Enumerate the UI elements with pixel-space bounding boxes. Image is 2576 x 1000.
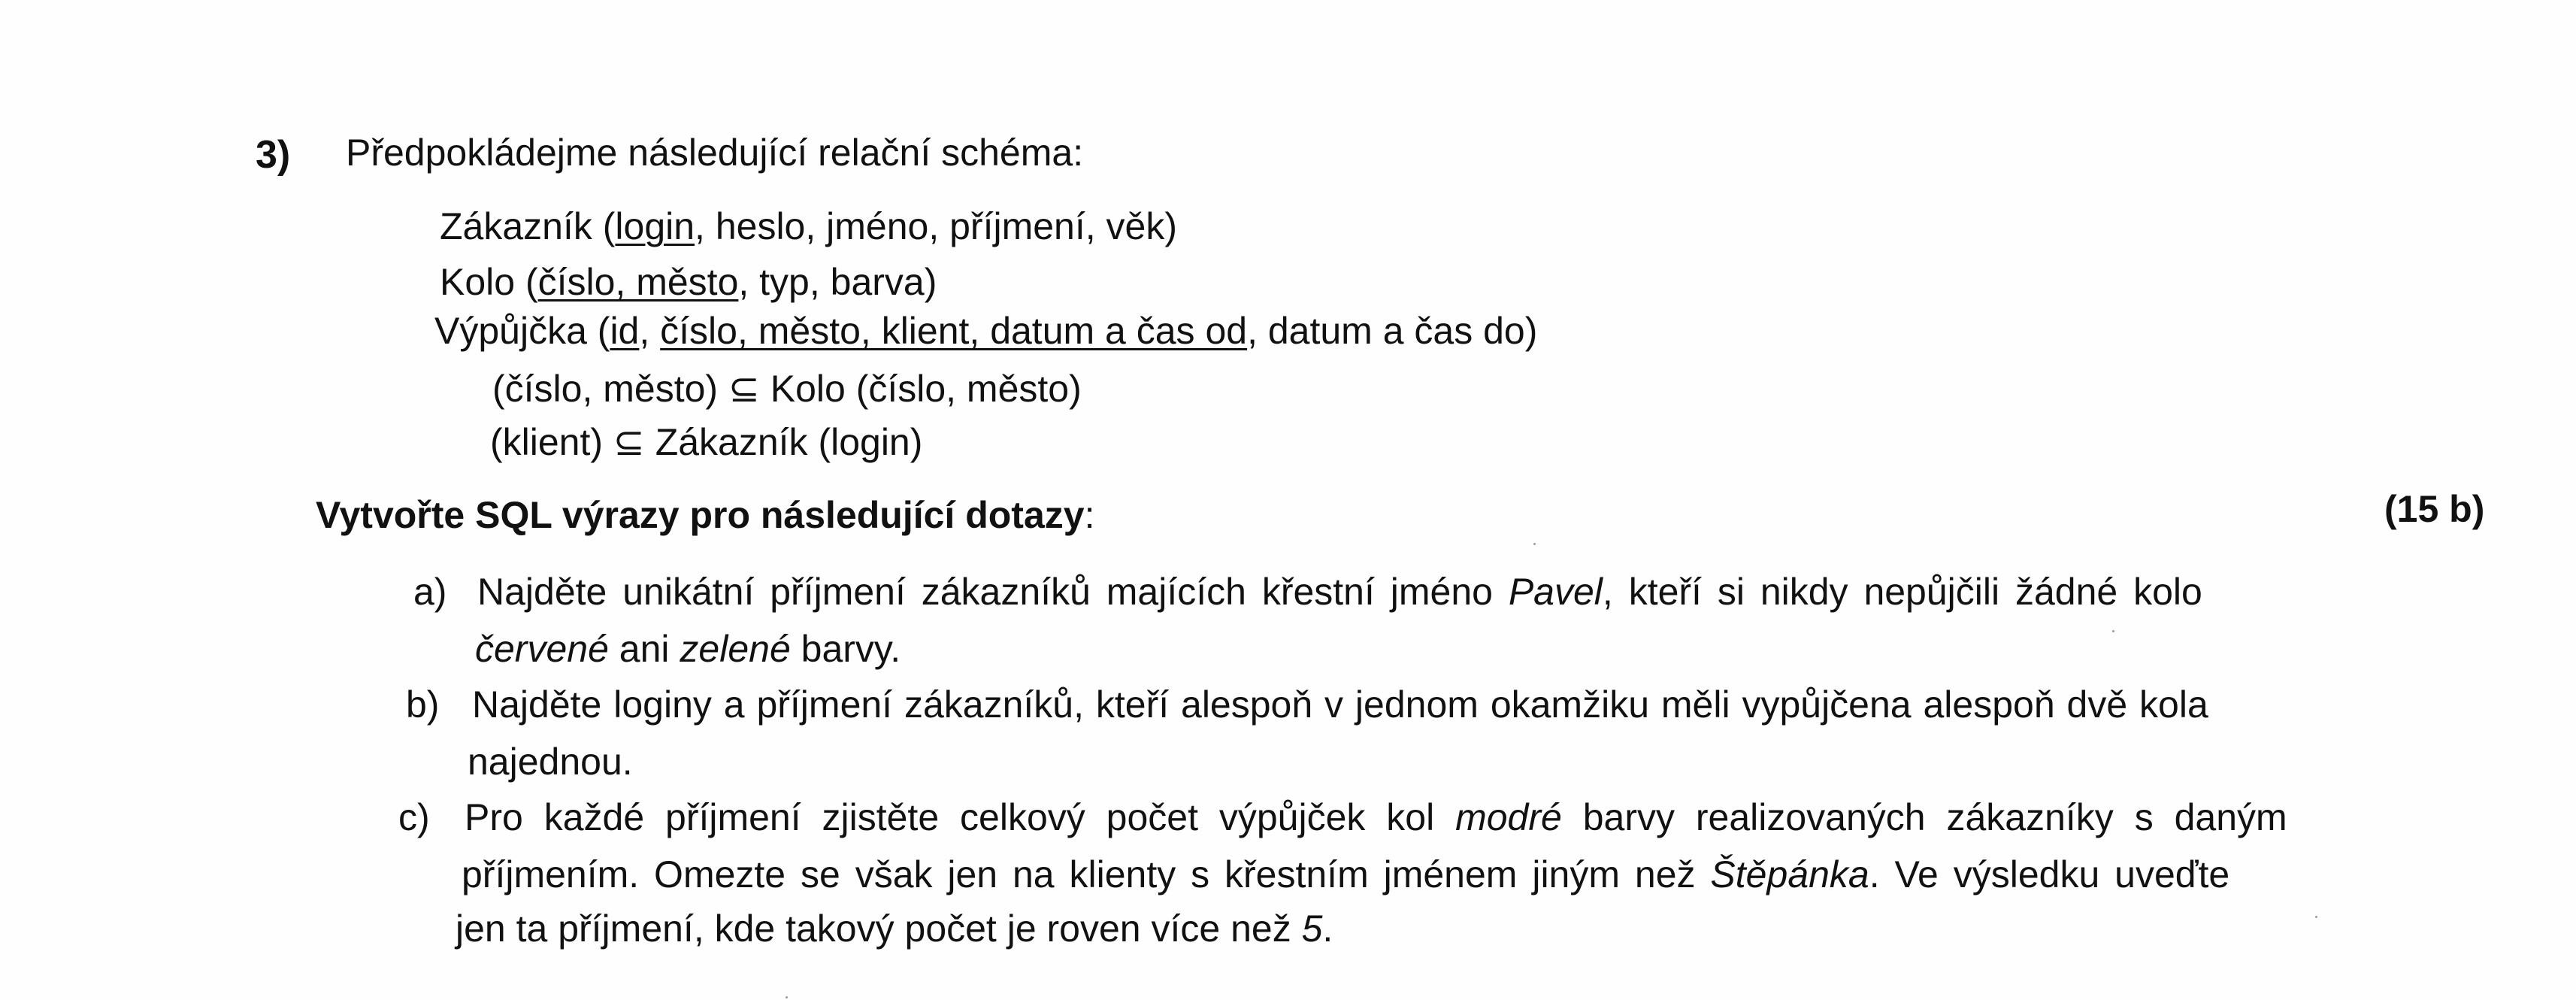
schema-zakaznik-rest: , heslo, jméno, příjmení, věk) [695,205,1177,247]
item-a-line1-em: Pavel [1508,571,1603,613]
item-a-line2-em2: zelené [680,628,791,670]
task-heading-colon: : [1084,494,1095,536]
schema-vypujcka-sep: , [639,310,661,352]
item-b-line2: najednou. [468,741,633,783]
item-a-line2-text1: ani [608,628,680,670]
schema-fk1: (číslo, město) ⊆ Kolo (číslo, město) [492,368,1082,410]
item-c-line2 [462,853,2230,895]
schema-zakaznik-key: login [615,205,695,247]
item-a-line2 [475,630,901,668]
scan-speck [786,996,788,998]
schema-kolo-rest: , typ, barva) [738,261,937,303]
schema-zakaznik [440,205,1177,247]
schema-vypujcka-rest: , datum a čas do) [1247,310,1538,352]
item-c-line1-text2: barvy realizovaných zákazníky s daným [1561,796,2287,838]
item-c-line3-em: 5 [1301,908,1323,950]
schema-kolo-key: číslo, město [537,261,739,303]
task-points: (15 b) [2384,488,2485,530]
item-a-line1-text2: , kteří si nikdy nepůjčili žádné kolo [1602,571,2202,613]
item-a-line1-text1: Najděte unikátní příjmení zákazníků majících křestní jméno [477,571,1509,613]
schema-vypujcka-key1: id [610,310,640,352]
item-c-line2-text2: . Ve výsledku uveďte [1869,853,2230,895]
task-heading [316,496,1094,534]
item-a-line1 [477,573,2529,611]
item-c-line1 [465,798,2287,836]
item-b-line1: Najděte loginy a příjmení zákazníků, kteří alespoň v jednom okamžiku měli vypůjčena alespoň dvě kola [472,683,2208,726]
item-b-marker: b) [406,683,440,726]
item-a-marker: a) [413,571,447,613]
scan-speck [1533,543,1536,545]
item-a-line2-em1: červené [475,628,609,670]
schema-vypujcka-key2: číslo, město, klient, datum a čas od [660,310,1248,352]
scan-speck [2112,630,2114,632]
schema-vypujcka-name: Výpůjčka ( [434,310,610,352]
item-c-line1-em: modré [1455,796,1562,838]
schema-fk2: (klient) ⊆ Zákazník (login) [490,421,923,463]
schema-kolo [440,263,937,301]
item-c-line2-text1: příjmením. Omezte se však jen na klienty s křestním jménem jiným než [462,853,1711,895]
item-c-line1-text1: Pro každé příjmení zjistěte celkový počet výpůjček kol [465,796,1456,838]
item-a-line2-text2: barvy. [790,628,901,670]
schema-zakaznik-name: Zákazník ( [440,205,616,247]
task-heading-text: Vytvořte SQL výrazy pro následující dotazy [316,494,1085,536]
question-intro: Předpokládejme následující relační schéma: [346,132,1084,174]
schema-kolo-name: Kolo ( [440,261,538,303]
item-c-line3-text1: jen ta příjmení, kde takový počet je roven více než [456,908,1302,950]
item-c-line2-em: Štěpánka [1710,853,1869,895]
item-c-line3-text2: . [1322,908,1333,950]
schema-vypujcka [434,312,1537,350]
question-number: 3) [256,133,291,177]
item-c-marker: c) [398,796,430,838]
item-c-line3 [456,908,1333,950]
scan-speck [2315,916,2317,918]
